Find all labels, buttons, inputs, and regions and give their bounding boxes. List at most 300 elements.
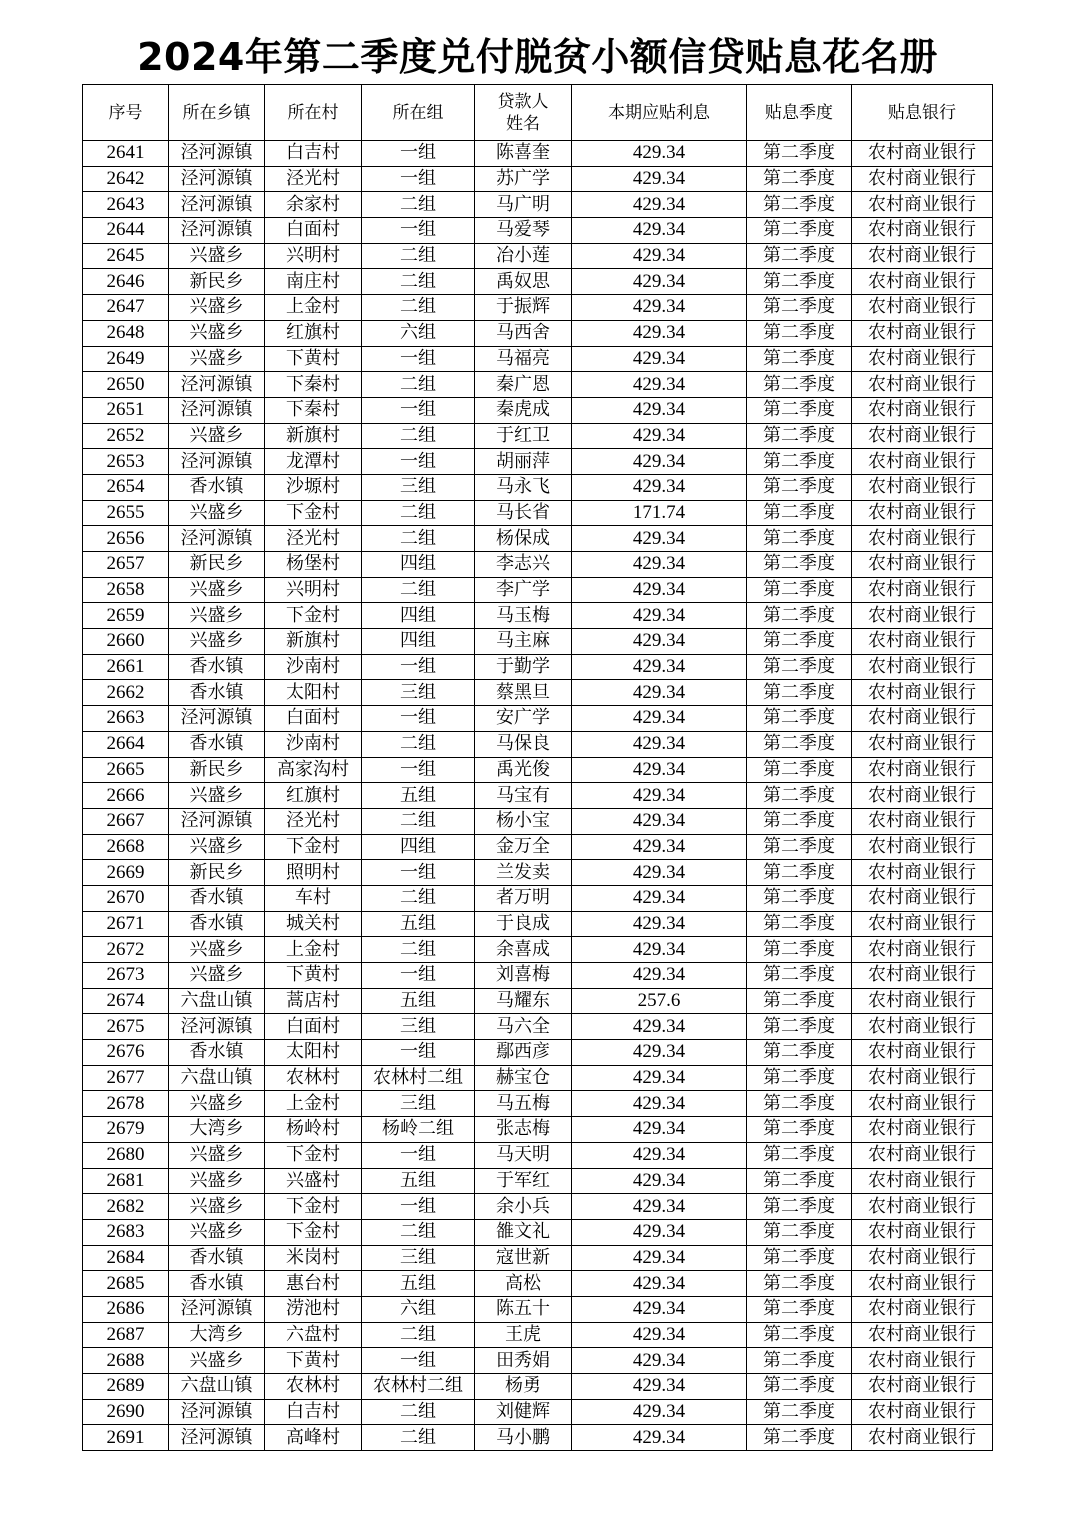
cell-interest: 429.34	[572, 629, 747, 655]
cell-seq: 2653	[83, 449, 169, 475]
cell-group: 一组	[362, 1142, 475, 1168]
cell-township: 泾河源镇	[169, 218, 265, 244]
cell-seq: 2670	[83, 885, 169, 911]
cell-borrower-name: 田秀娟	[475, 1348, 572, 1374]
table-row	[83, 141, 993, 167]
cell-quarter: 第二季度	[747, 1425, 852, 1451]
table-row	[83, 1168, 993, 1194]
cell-group: 二组	[362, 1425, 475, 1451]
table-row	[83, 1219, 993, 1245]
cell-quarter: 第二季度	[747, 141, 852, 167]
cell-bank: 农村商业银行	[852, 603, 993, 629]
cell-borrower-name: 马小鹏	[475, 1425, 572, 1451]
cell-group: 三组	[362, 1245, 475, 1271]
cell-quarter: 第二季度	[747, 680, 852, 706]
table-row	[83, 423, 993, 449]
cell-bank: 农村商业银行	[852, 474, 993, 500]
cell-quarter: 第二季度	[747, 372, 852, 398]
cell-interest: 429.34	[572, 423, 747, 449]
cell-village: 下黄村	[265, 963, 362, 989]
cell-group: 四组	[362, 552, 475, 578]
cell-village: 高峰村	[265, 1425, 362, 1451]
cell-bank: 农村商业银行	[852, 706, 993, 732]
cell-borrower-name: 苏广学	[475, 166, 572, 192]
table-row	[83, 937, 993, 963]
cell-township: 兴盛乡	[169, 346, 265, 372]
cell-interest: 429.34	[572, 397, 747, 423]
cell-borrower-name: 杨小宝	[475, 808, 572, 834]
cell-group: 二组	[362, 500, 475, 526]
cell-seq: 2649	[83, 346, 169, 372]
cell-seq: 2663	[83, 706, 169, 732]
cell-borrower-name: 鄢西彦	[475, 1040, 572, 1066]
table-row	[83, 731, 993, 757]
cell-quarter: 第二季度	[747, 320, 852, 346]
cell-group: 三组	[362, 474, 475, 500]
cell-group: 六组	[362, 1296, 475, 1322]
cell-township: 兴盛乡	[169, 783, 265, 809]
table-row	[83, 192, 993, 218]
cell-bank: 农村商业银行	[852, 1142, 993, 1168]
cell-group: 一组	[362, 218, 475, 244]
cell-bank: 农村商业银行	[852, 731, 993, 757]
cell-seq: 2678	[83, 1091, 169, 1117]
cell-borrower-name: 余喜成	[475, 937, 572, 963]
cell-group: 二组	[362, 192, 475, 218]
cell-group: 一组	[362, 1040, 475, 1066]
cell-borrower-name: 杨勇	[475, 1374, 572, 1400]
cell-group: 三组	[362, 680, 475, 706]
cell-group: 五组	[362, 1168, 475, 1194]
cell-quarter: 第二季度	[747, 166, 852, 192]
cell-quarter: 第二季度	[747, 218, 852, 244]
cell-bank: 农村商业银行	[852, 500, 993, 526]
cell-township: 兴盛乡	[169, 1142, 265, 1168]
cell-township: 泾河源镇	[169, 141, 265, 167]
table-row	[83, 860, 993, 886]
cell-township: 泾河源镇	[169, 526, 265, 552]
table-row	[83, 474, 993, 500]
cell-interest: 429.34	[572, 141, 747, 167]
cell-seq: 2659	[83, 603, 169, 629]
cell-quarter: 第二季度	[747, 526, 852, 552]
cell-borrower-name: 马六全	[475, 1014, 572, 1040]
cell-bank: 农村商业银行	[852, 783, 993, 809]
cell-bank: 农村商业银行	[852, 141, 993, 167]
cell-borrower-name: 马五梅	[475, 1091, 572, 1117]
cell-seq: 2641	[83, 141, 169, 167]
cell-quarter: 第二季度	[747, 1296, 852, 1322]
cell-seq: 2672	[83, 937, 169, 963]
table-row	[83, 1065, 993, 1091]
cell-village: 农林村	[265, 1065, 362, 1091]
cell-bank: 农村商业银行	[852, 911, 993, 937]
cell-interest: 429.34	[572, 449, 747, 475]
cell-quarter: 第二季度	[747, 654, 852, 680]
cell-village: 六盘村	[265, 1322, 362, 1348]
cell-bank: 农村商业银行	[852, 192, 993, 218]
cell-seq: 2673	[83, 963, 169, 989]
cell-borrower-name: 杨保成	[475, 526, 572, 552]
cell-group: 一组	[362, 860, 475, 886]
cell-township: 泾河源镇	[169, 706, 265, 732]
cell-bank: 农村商业银行	[852, 526, 993, 552]
cell-quarter: 第二季度	[747, 963, 852, 989]
cell-bank: 农村商业银行	[852, 552, 993, 578]
cell-village: 惠台村	[265, 1271, 362, 1297]
cell-borrower-name: 秦广恩	[475, 372, 572, 398]
cell-quarter: 第二季度	[747, 423, 852, 449]
cell-quarter: 第二季度	[747, 269, 852, 295]
cell-township: 泾河源镇	[169, 808, 265, 834]
cell-interest: 429.34	[572, 166, 747, 192]
cell-bank: 农村商业银行	[852, 269, 993, 295]
table-row	[83, 808, 993, 834]
table-row	[83, 834, 993, 860]
cell-borrower-name: 秦虎成	[475, 397, 572, 423]
cell-township: 兴盛乡	[169, 629, 265, 655]
cell-borrower-name: 兰发卖	[475, 860, 572, 886]
cell-quarter: 第二季度	[747, 731, 852, 757]
cell-interest: 429.34	[572, 1296, 747, 1322]
cell-seq: 2680	[83, 1142, 169, 1168]
cell-group: 二组	[362, 577, 475, 603]
cell-township: 兴盛乡	[169, 320, 265, 346]
cell-group: 一组	[362, 346, 475, 372]
cell-seq: 2669	[83, 860, 169, 886]
cell-seq: 2660	[83, 629, 169, 655]
cell-borrower-name: 金万全	[475, 834, 572, 860]
cell-quarter: 第二季度	[747, 449, 852, 475]
cell-bank: 农村商业银行	[852, 1194, 993, 1220]
table-row	[83, 526, 993, 552]
cell-seq: 2688	[83, 1348, 169, 1374]
cell-interest: 429.34	[572, 1117, 747, 1143]
cell-borrower-name: 张志梅	[475, 1117, 572, 1143]
cell-village: 下金村	[265, 1194, 362, 1220]
cell-interest: 429.34	[572, 346, 747, 372]
cell-quarter: 第二季度	[747, 808, 852, 834]
cell-seq: 2685	[83, 1271, 169, 1297]
table-row	[83, 1040, 993, 1066]
cell-township: 香水镇	[169, 911, 265, 937]
cell-bank: 农村商业银行	[852, 654, 993, 680]
cell-bank: 农村商业银行	[852, 834, 993, 860]
cell-seq: 2647	[83, 295, 169, 321]
cell-township: 六盘山镇	[169, 988, 265, 1014]
cell-interest: 429.34	[572, 1194, 747, 1220]
cell-seq: 2655	[83, 500, 169, 526]
cell-village: 蒿店村	[265, 988, 362, 1014]
cell-village: 上金村	[265, 1091, 362, 1117]
cell-quarter: 第二季度	[747, 911, 852, 937]
cell-township: 兴盛乡	[169, 1168, 265, 1194]
cell-bank: 农村商业银行	[852, 320, 993, 346]
cell-group: 二组	[362, 731, 475, 757]
cell-village: 沙塬村	[265, 474, 362, 500]
cell-village: 南庄村	[265, 269, 362, 295]
cell-borrower-name: 刘健辉	[475, 1399, 572, 1425]
cell-group: 五组	[362, 783, 475, 809]
cell-bank: 农村商业银行	[852, 166, 993, 192]
cell-township: 香水镇	[169, 474, 265, 500]
cell-quarter: 第二季度	[747, 1168, 852, 1194]
cell-township: 香水镇	[169, 1271, 265, 1297]
cell-interest: 429.34	[572, 1014, 747, 1040]
cell-seq: 2682	[83, 1194, 169, 1220]
cell-bank: 农村商业银行	[852, 1117, 993, 1143]
cell-township: 六盘山镇	[169, 1374, 265, 1400]
cell-bank: 农村商业银行	[852, 808, 993, 834]
cell-borrower-name: 于振辉	[475, 295, 572, 321]
table-row	[83, 706, 993, 732]
cell-township: 新民乡	[169, 269, 265, 295]
cell-seq: 2668	[83, 834, 169, 860]
cell-seq: 2676	[83, 1040, 169, 1066]
cell-seq: 2681	[83, 1168, 169, 1194]
table-row	[83, 1399, 993, 1425]
cell-interest: 429.34	[572, 1040, 747, 1066]
cell-group: 二组	[362, 269, 475, 295]
cell-township: 泾河源镇	[169, 372, 265, 398]
cell-quarter: 第二季度	[747, 1245, 852, 1271]
cell-township: 兴盛乡	[169, 937, 265, 963]
cell-seq: 2674	[83, 988, 169, 1014]
cell-borrower-name: 李广学	[475, 577, 572, 603]
cell-group: 一组	[362, 963, 475, 989]
cell-quarter: 第二季度	[747, 1374, 852, 1400]
table-row	[83, 1348, 993, 1374]
cell-seq: 2675	[83, 1014, 169, 1040]
table-row	[83, 552, 993, 578]
cell-township: 香水镇	[169, 680, 265, 706]
table-row	[83, 500, 993, 526]
cell-borrower-name: 于良成	[475, 911, 572, 937]
cell-interest: 429.34	[572, 474, 747, 500]
table-row	[83, 1322, 993, 1348]
cell-seq: 2691	[83, 1425, 169, 1451]
cell-village: 下秦村	[265, 397, 362, 423]
cell-village: 白面村	[265, 1014, 362, 1040]
cell-quarter: 第二季度	[747, 1219, 852, 1245]
cell-village: 下金村	[265, 500, 362, 526]
cell-village: 上金村	[265, 937, 362, 963]
cell-quarter: 第二季度	[747, 1348, 852, 1374]
cell-township: 兴盛乡	[169, 603, 265, 629]
table-row	[83, 757, 993, 783]
cell-group: 一组	[362, 654, 475, 680]
table-row	[83, 680, 993, 706]
cell-bank: 农村商业银行	[852, 577, 993, 603]
cell-village: 白吉村	[265, 1399, 362, 1425]
cell-seq: 2658	[83, 577, 169, 603]
cell-group: 一组	[362, 449, 475, 475]
cell-borrower-name: 马主麻	[475, 629, 572, 655]
cell-borrower-name: 赫宝仓	[475, 1065, 572, 1091]
cell-bank: 农村商业银行	[852, 1245, 993, 1271]
cell-seq: 2666	[83, 783, 169, 809]
cell-village: 杨堡村	[265, 552, 362, 578]
cell-township: 兴盛乡	[169, 834, 265, 860]
cell-borrower-name: 马西舍	[475, 320, 572, 346]
cell-quarter: 第二季度	[747, 192, 852, 218]
cell-quarter: 第二季度	[747, 397, 852, 423]
cell-village: 泾光村	[265, 166, 362, 192]
cell-quarter: 第二季度	[747, 1040, 852, 1066]
cell-township: 新民乡	[169, 757, 265, 783]
cell-quarter: 第二季度	[747, 500, 852, 526]
cell-village: 兴明村	[265, 243, 362, 269]
cell-borrower-name: 刘喜梅	[475, 963, 572, 989]
cell-interest: 429.34	[572, 963, 747, 989]
cell-interest: 429.34	[572, 372, 747, 398]
cell-quarter: 第二季度	[747, 860, 852, 886]
cell-village: 太阳村	[265, 1040, 362, 1066]
cell-township: 大湾乡	[169, 1117, 265, 1143]
cell-township: 泾河源镇	[169, 1425, 265, 1451]
table-row	[83, 372, 993, 398]
cell-interest: 257.6	[572, 988, 747, 1014]
cell-township: 兴盛乡	[169, 243, 265, 269]
cell-borrower-name: 者万明	[475, 885, 572, 911]
cell-borrower-name: 马广明	[475, 192, 572, 218]
cell-group: 一组	[362, 1194, 475, 1220]
cell-borrower-name: 余小兵	[475, 1194, 572, 1220]
cell-quarter: 第二季度	[747, 295, 852, 321]
cell-group: 四组	[362, 834, 475, 860]
table-row	[83, 1142, 993, 1168]
cell-group: 三组	[362, 1091, 475, 1117]
cell-village: 太阳村	[265, 680, 362, 706]
table-row	[83, 295, 993, 321]
cell-seq: 2679	[83, 1117, 169, 1143]
cell-bank: 农村商业银行	[852, 629, 993, 655]
cell-bank: 农村商业银行	[852, 1374, 993, 1400]
cell-bank: 农村商业银行	[852, 1219, 993, 1245]
cell-village: 沙南村	[265, 654, 362, 680]
cell-bank: 农村商业银行	[852, 372, 993, 398]
cell-quarter: 第二季度	[747, 1322, 852, 1348]
cell-bank: 农村商业银行	[852, 397, 993, 423]
cell-interest: 429.34	[572, 526, 747, 552]
cell-village: 下金村	[265, 834, 362, 860]
cell-group: 二组	[362, 937, 475, 963]
cell-bank: 农村商业银行	[852, 218, 993, 244]
cell-group: 四组	[362, 629, 475, 655]
table-row	[83, 1425, 993, 1451]
cell-township: 新民乡	[169, 552, 265, 578]
cell-bank: 农村商业银行	[852, 937, 993, 963]
cell-township: 香水镇	[169, 1245, 265, 1271]
cell-group: 一组	[362, 706, 475, 732]
cell-seq: 2646	[83, 269, 169, 295]
header-interest: 本期应贴利息	[572, 85, 747, 141]
cell-borrower-name: 高松	[475, 1271, 572, 1297]
cell-interest: 429.34	[572, 603, 747, 629]
cell-group: 农林村二组	[362, 1065, 475, 1091]
cell-interest: 429.34	[572, 1271, 747, 1297]
table-row	[83, 1117, 993, 1143]
cell-village: 下金村	[265, 603, 362, 629]
cell-township: 泾河源镇	[169, 166, 265, 192]
cell-village: 照明村	[265, 860, 362, 886]
cell-village: 上金村	[265, 295, 362, 321]
roster-table	[82, 84, 993, 1451]
table-row	[83, 1374, 993, 1400]
cell-interest: 429.34	[572, 1348, 747, 1374]
cell-village: 高家沟村	[265, 757, 362, 783]
cell-village: 下秦村	[265, 372, 362, 398]
cell-interest: 429.34	[572, 552, 747, 578]
cell-township: 兴盛乡	[169, 1194, 265, 1220]
cell-township: 兴盛乡	[169, 295, 265, 321]
cell-bank: 农村商业银行	[852, 1014, 993, 1040]
cell-borrower-name: 寇世新	[475, 1245, 572, 1271]
cell-seq: 2683	[83, 1219, 169, 1245]
cell-group: 五组	[362, 988, 475, 1014]
cell-borrower-name: 禹奴思	[475, 269, 572, 295]
header-quarter: 贴息季度	[747, 85, 852, 141]
cell-group: 二组	[362, 372, 475, 398]
cell-borrower-name: 王虎	[475, 1322, 572, 1348]
header-borrower-name: 贷款人 姓名	[475, 85, 572, 141]
table-row	[83, 885, 993, 911]
cell-quarter: 第二季度	[747, 1271, 852, 1297]
cell-bank: 农村商业银行	[852, 1091, 993, 1117]
cell-group: 一组	[362, 141, 475, 167]
cell-group: 一组	[362, 166, 475, 192]
cell-interest: 429.34	[572, 320, 747, 346]
cell-township: 泾河源镇	[169, 1399, 265, 1425]
cell-bank: 农村商业银行	[852, 295, 993, 321]
cell-group: 一组	[362, 397, 475, 423]
page-title: 2024年第二季度兑付脱贫小额信贷贴息花名册	[137, 35, 938, 79]
cell-township: 泾河源镇	[169, 1014, 265, 1040]
cell-borrower-name: 于军红	[475, 1168, 572, 1194]
cell-interest: 429.34	[572, 654, 747, 680]
cell-quarter: 第二季度	[747, 629, 852, 655]
cell-seq: 2644	[83, 218, 169, 244]
cell-interest: 429.34	[572, 937, 747, 963]
cell-quarter: 第二季度	[747, 552, 852, 578]
table-row	[83, 963, 993, 989]
cell-township: 泾河源镇	[169, 397, 265, 423]
cell-quarter: 第二季度	[747, 474, 852, 500]
cell-interest: 171.74	[572, 500, 747, 526]
cell-quarter: 第二季度	[747, 1194, 852, 1220]
header-group: 所在组	[362, 85, 475, 141]
cell-quarter: 第二季度	[747, 603, 852, 629]
cell-group: 二组	[362, 885, 475, 911]
cell-interest: 429.34	[572, 1168, 747, 1194]
cell-interest: 429.34	[572, 1091, 747, 1117]
cell-quarter: 第二季度	[747, 757, 852, 783]
cell-interest: 429.34	[572, 1374, 747, 1400]
cell-village: 车村	[265, 885, 362, 911]
cell-group: 二组	[362, 423, 475, 449]
cell-quarter: 第二季度	[747, 1014, 852, 1040]
cell-quarter: 第二季度	[747, 1091, 852, 1117]
cell-village: 兴盛村	[265, 1168, 362, 1194]
cell-interest: 429.34	[572, 1065, 747, 1091]
cell-bank: 农村商业银行	[852, 1065, 993, 1091]
cell-bank: 农村商业银行	[852, 757, 993, 783]
cell-quarter: 第二季度	[747, 1399, 852, 1425]
cell-township: 香水镇	[169, 654, 265, 680]
cell-interest: 429.34	[572, 269, 747, 295]
cell-village: 泾光村	[265, 526, 362, 552]
cell-interest: 429.34	[572, 243, 747, 269]
